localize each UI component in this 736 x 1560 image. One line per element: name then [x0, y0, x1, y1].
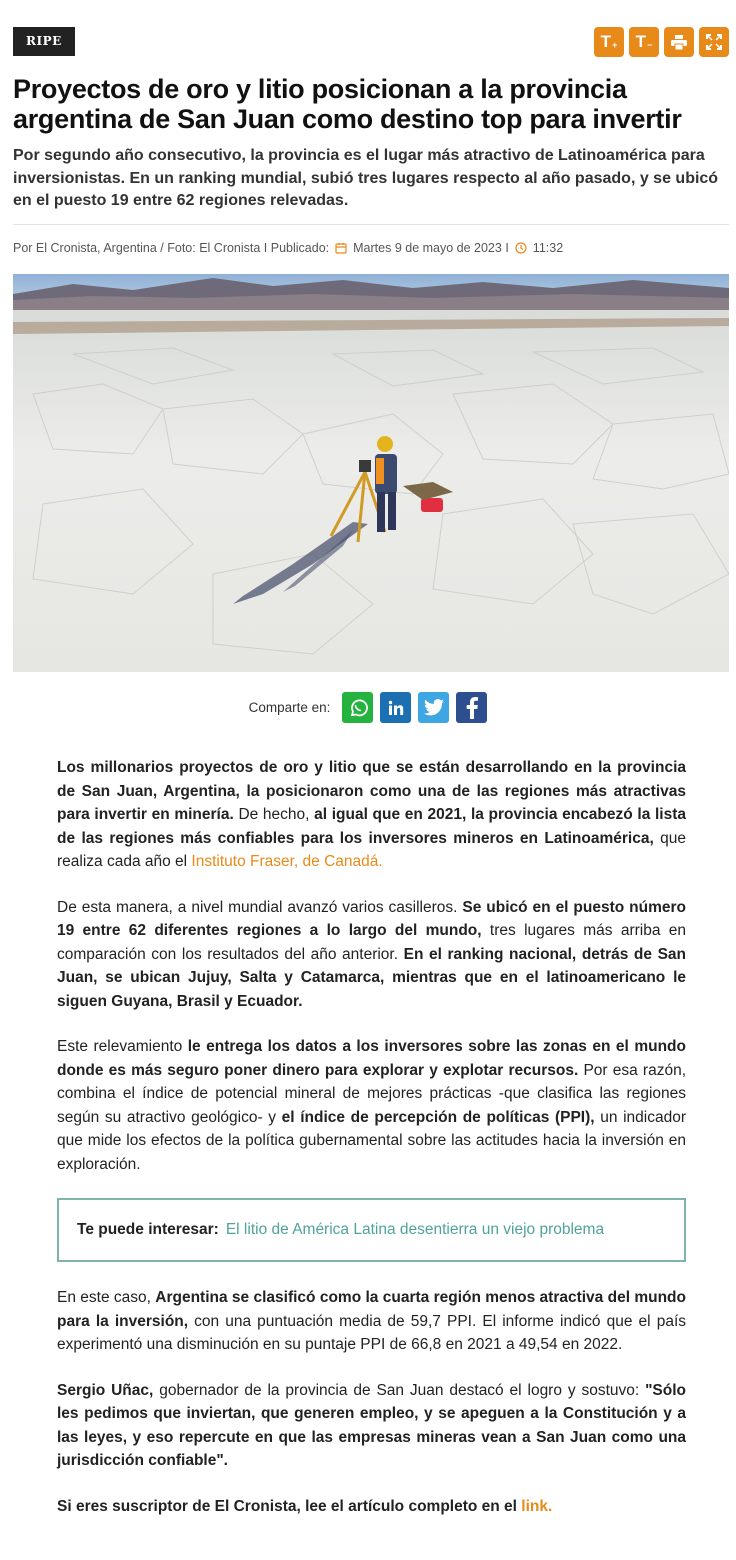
p3-bold-1: le entrega los datos a los inversores sobre las zonas en el mundo donde es más seguro poner dinero para explorar y explotar recursos.	[57, 1038, 686, 1079]
byline-credit: Por El Cronista, Argentina / Foto: El Cronista I Publicado:	[13, 241, 330, 255]
salt-flat-photo	[13, 274, 729, 672]
p2-text-2: tres lugares más arriba en comparación con los resultados del año anterior.	[57, 922, 687, 963]
font-decrease-sup: −	[647, 40, 653, 50]
related-article-box	[57, 1198, 686, 1262]
paragraph-3	[57, 1035, 686, 1176]
p2-bold-2: En el ranking nacional, detrás de San Juan, se ubican Jujuy, Salta y Catamarca, mientras que en el latinoamericano le siguen Guyana, Brasil y Ecuador.	[57, 945, 686, 1010]
p1-bold-2: al igual que en 2021, la provincia encabezó la lista de las regiones más confiables para los inversores mineros en Latinoamérica,	[57, 806, 686, 847]
p5-bold-1: Sergio Uñac,	[57, 1381, 154, 1399]
p3-bold-2: el índice de percepción de políticas (PPI),	[281, 1108, 595, 1126]
divider	[13, 224, 729, 225]
linkedin-icon	[388, 700, 404, 716]
font-increase-label: T	[600, 32, 612, 51]
p4-text-2: con una puntuación media de 59,7 PPI. El informe indicó que el país experimentó una disminución en su puntaje PPI de 66,8 en 2021 a 49,54 en 2022.	[57, 1312, 686, 1353]
fraser-institute-link[interactable]: Instituto Fraser, de Canadá.	[191, 853, 383, 870]
paragraph-1	[57, 756, 686, 874]
share-whatsapp-button[interactable]	[342, 692, 373, 723]
article-tools	[594, 27, 729, 57]
byline-date: Martes 9 de mayo de 2023 I	[353, 241, 509, 255]
p4-bold-1: Argentina se clasificó como la cuarta región menos atractiva del mundo para la inversión,	[57, 1289, 686, 1330]
share-bar	[0, 692, 736, 723]
hero-image	[13, 274, 729, 672]
clock-icon	[515, 242, 527, 254]
paragraph-6	[57, 1495, 686, 1519]
section-tag[interactable]: RIPE	[13, 27, 75, 56]
p5-bold-2: "Sólo les pedimos que inviertan, que generen empleo, y se apeguen a la Constitución y a las leyes, y eso repercute en que las empresas mineras vean a San Juan como una jurisdicción confiable".	[57, 1381, 687, 1469]
print-icon	[671, 35, 687, 50]
calendar-icon	[335, 242, 347, 254]
p2-text-1: De esta manera, a nivel mundial avanzó varios casilleros.	[57, 898, 463, 916]
expand-icon	[706, 34, 722, 50]
paragraph-4	[57, 1286, 686, 1357]
p6-bold-1: Si eres suscriptor de El Cronista, lee el artículo completo en el	[57, 1497, 522, 1515]
fullscreen-button[interactable]	[699, 27, 729, 57]
p5-text-1: gobernador de la provincia de San Juan destacó el logro y sostuvo:	[153, 1381, 646, 1399]
p3-text-1: Este relevamiento	[57, 1038, 188, 1055]
byline-time: 11:32	[532, 241, 564, 255]
print-button[interactable]	[664, 27, 694, 57]
share-label: Comparte en:	[248, 700, 331, 715]
share-twitter-button[interactable]	[418, 692, 449, 723]
font-decrease-button[interactable]	[629, 27, 659, 57]
whatsapp-icon	[348, 698, 368, 718]
font-decrease-label: T	[635, 32, 647, 51]
font-increase-sup: +	[612, 40, 618, 50]
p2-bold-1: Se ubicó en el puesto número 19 entre 62 diferentes regiones a lo largo del mundo,	[57, 898, 687, 939]
facebook-icon	[466, 697, 478, 719]
p1-bold-1: Los millonarios proyectos de oro y litio que se están desarrollando en la provincia de San Juan, Argentina, la posicionaron como una de las regiones más atractivas para invertir en minería.	[57, 759, 686, 823]
share-facebook-button[interactable]	[456, 692, 487, 723]
p1-text-1: De hecho,	[233, 806, 315, 823]
full-article-link[interactable]: link.	[521, 1497, 553, 1515]
related-label: Te puede interesar:	[77, 1221, 219, 1239]
paragraph-5	[57, 1379, 686, 1473]
paragraph-2	[57, 896, 686, 1014]
byline	[13, 241, 729, 255]
article-body	[57, 756, 686, 1540]
top-bar	[13, 27, 729, 57]
p3-text-2: Por esa razón, combina el índice de potencial mineral de mejores prácticas -que clasifica las regiones según su atractivo geológico- y	[57, 1061, 687, 1126]
p3-text-3: un indicador que mide los efectos de la política gubernamental sobre las actitudes hacia la inversión en exploración.	[57, 1108, 686, 1173]
twitter-icon	[424, 699, 444, 716]
font-increase-button[interactable]	[594, 27, 624, 57]
p1-text-2: que realiza cada año el	[57, 829, 686, 870]
article-lead: Por segundo año consecutivo, la provincia es el lugar más atractivo de Latinoamérica para inversionistas. En un ranking mundial, subió tres lugares respecto al año pasado, y se ubicó en el puesto 19 entre 62 regiones relevadas.	[13, 147, 719, 209]
related-article-link[interactable]: El litio de América Latina desentierra un viejo problema	[225, 1221, 605, 1239]
article-headline: Proyectos de oro y litio posicionan a la provincia argentina de San Juan como destino top para invertir	[13, 74, 682, 134]
p4-text-1: En este caso,	[57, 1289, 156, 1306]
share-linkedin-button[interactable]	[380, 692, 411, 723]
